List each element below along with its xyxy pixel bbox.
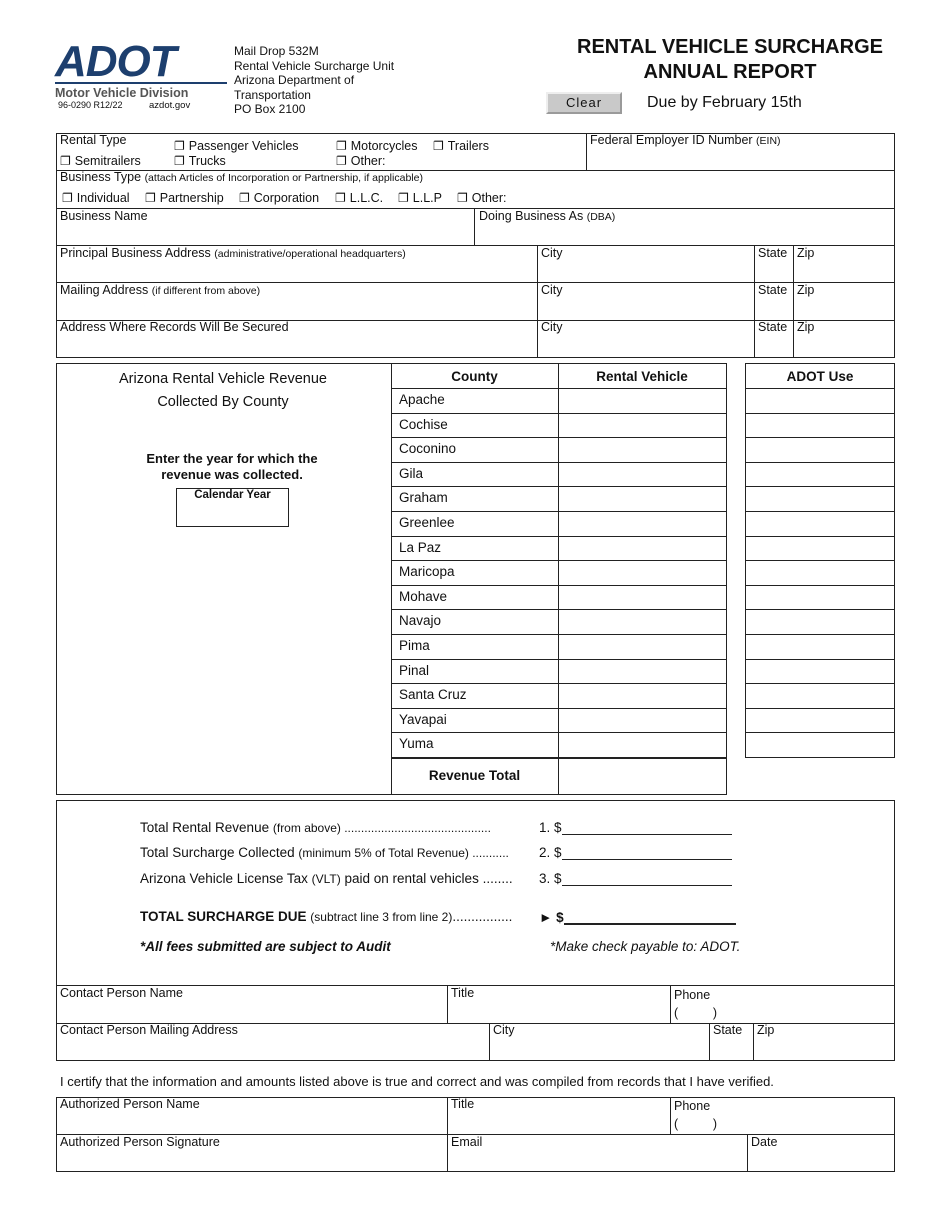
ein-label: Federal Employer ID Number <box>590 133 753 147</box>
ein-field[interactable] <box>590 133 781 147</box>
option-label: Other: <box>350 154 386 168</box>
total-blank <box>564 909 736 925</box>
option-label: Other: <box>471 191 507 205</box>
records-state-field[interactable]: State <box>758 320 788 334</box>
business-type-note: (attach Articles of Incorporation or Partnership, if applicable) <box>144 172 423 184</box>
check-note: *Make check payable to: ADOT. <box>550 939 741 954</box>
records-address-field[interactable]: Address Where Records Will Be Secured <box>60 320 289 334</box>
website: azdot.gov <box>149 100 191 111</box>
checkbox-passenger-vehicles[interactable] <box>174 139 299 153</box>
form-title <box>560 35 900 85</box>
revenue-total-input[interactable] <box>559 760 726 794</box>
option-label: Trucks <box>188 154 226 168</box>
county-name: Gila <box>399 465 424 481</box>
option-label: Trailers <box>447 139 489 153</box>
revenue-title-line-1: Arizona Rental Vehicle Revenue <box>119 371 327 387</box>
checkbox-trailers[interactable] <box>433 139 489 153</box>
checkbox-icon: ❐ <box>398 191 409 205</box>
division-name: Motor Vehicle Division <box>55 86 189 100</box>
county-name: Maricopa <box>399 564 455 580</box>
adot-use-header: ADOT Use <box>786 369 854 384</box>
adot-use-cell <box>746 512 894 536</box>
divider <box>754 245 755 358</box>
option-label: Individual <box>76 191 130 205</box>
adot-use-cell <box>746 684 894 708</box>
county-name: Apache <box>399 392 445 407</box>
checkbox-icon: ❐ <box>145 191 156 205</box>
total-label: TOTAL SURCHARGE DUE <box>140 909 307 924</box>
address-line: Rental Vehicle Surcharge Unit <box>234 58 395 73</box>
line-2-amount[interactable] <box>539 845 732 860</box>
adot-logo <box>55 37 227 100</box>
contact-phone-field[interactable] <box>674 986 717 1022</box>
principal-city-field[interactable]: City <box>541 246 563 260</box>
ein-paren: (EIN) <box>756 135 781 147</box>
checkbox-icon: ❐ <box>457 191 468 205</box>
line1-blank <box>562 820 732 835</box>
principal-paren: (administrative/operational headquarters) <box>214 248 406 260</box>
adot-use-cell <box>746 463 894 487</box>
mailing-address-field[interactable] <box>60 283 260 297</box>
revenue-section-title <box>70 368 376 414</box>
checkbox-icon: ❐ <box>174 154 185 168</box>
checkbox-partnership[interactable] <box>145 191 224 205</box>
title-line-1: RENTAL VEHICLE SURCHARGE <box>577 36 883 58</box>
summary-section <box>56 800 895 1061</box>
due-date: Due by February 15th <box>647 94 802 111</box>
checkbox-motorcycles[interactable] <box>336 139 417 153</box>
checkbox-llp[interactable] <box>398 191 442 205</box>
divider <box>447 985 448 1023</box>
contact-phone-area-code: ( ) <box>674 1006 718 1020</box>
divider <box>747 1134 748 1172</box>
line2-number: 2. $ <box>539 845 562 860</box>
form-number: 96-0290 R12/22 <box>58 100 123 110</box>
total-number: ► $ <box>539 910 564 925</box>
contact-title-field[interactable]: Title <box>451 986 475 1000</box>
dba-label: Doing Business As <box>479 209 584 223</box>
authorized-name-field[interactable]: Authorized Person Name <box>60 1097 200 1111</box>
divider <box>670 1097 671 1134</box>
authorized-phone-field[interactable] <box>674 1097 717 1133</box>
divider <box>793 245 794 358</box>
county-name: Navajo <box>399 613 442 629</box>
dba-paren: (DBA) <box>586 211 616 223</box>
adot-use-cell <box>746 660 894 684</box>
county-name: Coconino <box>399 441 457 457</box>
mailing-state-field[interactable]: State <box>758 283 788 297</box>
adot-use-cell <box>746 610 894 634</box>
contact-mailing-address-field[interactable]: Contact Person Mailing Address <box>60 1023 238 1037</box>
address-line: Arizona Department of <box>234 73 355 88</box>
line3-number: 3. $ <box>539 871 562 886</box>
authorized-signature-field[interactable]: Authorized Person Signature <box>60 1135 220 1149</box>
total-dots: ................ <box>452 909 513 924</box>
revenue-total-label: Revenue Total <box>428 768 521 783</box>
option-label: Corporation <box>253 191 320 205</box>
line-1-amount[interactable] <box>539 820 732 835</box>
line2-dots: ........... <box>468 846 509 860</box>
clear-button[interactable]: Clear <box>546 92 622 114</box>
divider <box>474 208 475 245</box>
line3-paren: (VLT) <box>311 872 341 886</box>
checkbox-icon: ❐ <box>62 191 73 205</box>
mailing-zip-field[interactable]: Zip <box>797 283 815 297</box>
address-line: Mail Drop 532M <box>234 44 319 58</box>
mailing-address-block <box>234 44 394 117</box>
county-revenue-input[interactable] <box>559 709 726 733</box>
county-name: Santa Cruz <box>399 687 467 703</box>
checkbox-corporation[interactable] <box>239 191 319 205</box>
adot-use-cell <box>746 635 894 659</box>
county-revenue-input[interactable] <box>559 635 726 659</box>
county-revenue-input[interactable] <box>559 561 726 585</box>
checkbox-icon: ❐ <box>335 191 346 205</box>
option-label: Motorcycles <box>350 139 418 153</box>
line2-label: Total Surcharge Collected <box>140 845 295 860</box>
records-zip-field[interactable]: Zip <box>797 320 815 334</box>
county-revenue-input[interactable] <box>559 438 726 462</box>
checkbox-icon: ❐ <box>336 139 347 153</box>
address-line: Transportation <box>234 87 311 102</box>
divider <box>753 1023 754 1061</box>
summary-line-1 <box>140 820 491 835</box>
mailing-label: Mailing Address <box>60 283 149 297</box>
checkbox-icon: ❐ <box>239 191 250 205</box>
adot-use-cell <box>746 487 894 511</box>
address-line: PO Box 2100 <box>234 102 306 117</box>
total-paren: (subtract line 3 from line 2) <box>310 910 453 924</box>
divider <box>709 1023 710 1061</box>
county-revenue-input[interactable] <box>559 389 726 413</box>
adot-use-cell <box>746 537 894 561</box>
divider <box>537 245 538 358</box>
divider <box>447 1097 448 1172</box>
calendar-year-input[interactable] <box>176 488 289 527</box>
total-surcharge-amount[interactable] <box>539 909 736 925</box>
logo-text: ADOT <box>55 37 176 86</box>
contact-name-field[interactable]: Contact Person Name <box>60 986 183 1000</box>
summary-line-2 <box>140 845 509 860</box>
county-name: Pinal <box>399 662 430 678</box>
business-name-field[interactable]: Business Name <box>60 209 148 223</box>
county-name: Greenlee <box>399 515 455 530</box>
option-label: L.L.C. <box>349 191 384 205</box>
county-name: Pima <box>399 638 430 653</box>
line1-paren: (from above) <box>272 821 341 835</box>
contact-state-field[interactable]: State <box>713 1023 743 1037</box>
adot-use-cell <box>746 709 894 733</box>
county-name: Cochise <box>399 416 448 432</box>
county-name: Graham <box>399 490 448 506</box>
option-label: Semitrailers <box>74 154 141 168</box>
authorized-email-field[interactable]: Email <box>451 1135 483 1149</box>
line3-blank <box>562 871 732 886</box>
revenue-title-line-2: Collected By County <box>157 394 289 410</box>
contact-zip-field[interactable]: Zip <box>757 1023 775 1037</box>
divider <box>489 1023 490 1061</box>
checkbox-icon: ❐ <box>433 139 444 153</box>
mailing-city-field[interactable]: City <box>541 283 563 297</box>
checkbox-icon: ❐ <box>174 139 185 153</box>
contact-city-field[interactable]: City <box>493 1023 515 1037</box>
county-revenue-input[interactable] <box>559 586 726 610</box>
instruction-line-1: Enter the year for which the <box>146 451 318 466</box>
county-revenue-input[interactable] <box>559 610 726 634</box>
checkbox-icon: ❐ <box>60 154 71 168</box>
checkbox-llc[interactable] <box>335 191 383 205</box>
line1-dots: ............................................ <box>340 821 491 835</box>
county-revenue-input[interactable] <box>559 684 726 708</box>
revenue-column-header: Rental Vehicle <box>596 369 688 384</box>
authorized-title-field[interactable]: Title <box>451 1097 475 1111</box>
county-name: Yavapai <box>399 711 447 727</box>
county-revenue-input[interactable] <box>559 660 726 684</box>
divider <box>670 985 671 1023</box>
business-type-text: Business Type <box>60 170 142 184</box>
line2-blank <box>562 845 732 860</box>
line1-number: 1. $ <box>539 820 562 835</box>
year-instruction <box>100 451 364 483</box>
business-type-label <box>60 170 423 184</box>
county-revenue-input[interactable] <box>559 487 726 511</box>
county-name: Mohave <box>399 588 448 604</box>
line-3-amount[interactable] <box>539 871 732 886</box>
county-column-header: County <box>451 369 498 384</box>
divider <box>56 208 895 209</box>
checkbox-icon: ❐ <box>336 154 347 168</box>
calendar-year-label: Calendar Year <box>194 489 271 501</box>
option-label: L.L.P <box>412 191 442 205</box>
principal-label: Principal Business Address <box>60 246 211 260</box>
principal-state-field[interactable]: State <box>758 246 788 260</box>
checkbox-business-other[interactable] <box>457 191 507 205</box>
line1-label: Total Rental Revenue <box>140 820 270 835</box>
checkbox-rental-other[interactable] <box>336 154 386 168</box>
mailing-paren: (if different from above) <box>151 285 261 297</box>
authorized-phone-area-code: ( ) <box>674 1117 718 1131</box>
title-line-2: ANNUAL REPORT <box>643 61 817 83</box>
rental-type-label: Rental Type <box>60 133 127 147</box>
divider <box>391 757 727 759</box>
county-revenue-input[interactable] <box>559 414 726 438</box>
checkbox-trucks[interactable] <box>174 154 226 168</box>
checkbox-semitrailers[interactable] <box>60 154 141 168</box>
adot-use-cell <box>746 438 894 462</box>
option-label: Partnership <box>159 191 224 205</box>
line3-rest: paid on rental vehicles ........ <box>340 871 513 886</box>
line2-paren: (minimum 5% of Total Revenue) <box>298 846 469 860</box>
dba-field[interactable] <box>479 209 615 223</box>
audit-note: *All fees submitted are subject to Audit <box>140 939 391 954</box>
adot-use-cell <box>746 733 894 757</box>
adot-use-cell <box>746 561 894 585</box>
adot-use-cell <box>746 414 894 438</box>
records-city-field[interactable]: City <box>541 320 563 334</box>
principal-address-field[interactable] <box>60 246 406 260</box>
county-revenue-input[interactable] <box>559 733 726 757</box>
adot-use-cell <box>746 586 894 610</box>
option-label: Passenger Vehicles <box>188 139 299 153</box>
principal-zip-field[interactable]: Zip <box>797 246 815 260</box>
certification-statement: I certify that the information and amounts listed above is true and correct and was compiled from records that I have verified. <box>60 1074 774 1089</box>
authorized-date-field[interactable]: Date <box>751 1135 778 1149</box>
authorized-phone-label: Phone <box>674 1099 711 1113</box>
summary-line-3 <box>140 871 513 886</box>
adot-use-cell <box>746 389 894 413</box>
instruction-line-2: revenue was collected. <box>161 467 303 482</box>
county-revenue-input[interactable] <box>559 463 726 487</box>
contact-phone-label: Phone <box>674 988 711 1002</box>
county-name: La Paz <box>399 539 442 555</box>
divider <box>586 133 587 170</box>
county-name: Yuma <box>399 736 434 752</box>
county-revenue-input[interactable] <box>559 512 726 536</box>
summary-total-line <box>140 909 512 924</box>
county-revenue-input[interactable] <box>559 537 726 561</box>
line3-label: Arizona Vehicle License Tax <box>140 871 308 886</box>
checkbox-individual[interactable] <box>62 191 130 205</box>
